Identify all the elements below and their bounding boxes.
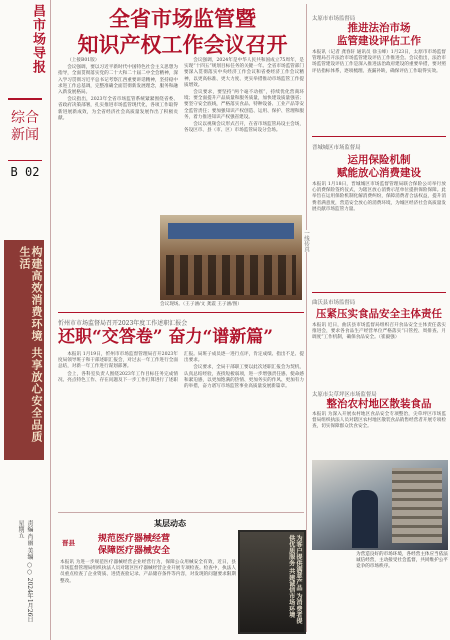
masthead-rule	[8, 98, 42, 100]
briefs-body: 本报讯 为进一步规范医疗器械经营企业经营行为，保障公众用械安全有效，近日，县市场监督管理局组织执法人员对辖区医疗器械经营企业开展专项检查。检查中，执法人员重点检查了企业资质、进货查验记录、产品储存条件等内容，对发现的问题要求限期整改。	[60, 560, 236, 584]
right-divider	[312, 136, 446, 137]
right-story4-headline[interactable]: 整治农村地区散装食品	[326, 398, 432, 410]
paragraph: 会上，各科室负责人围绕2023年工作目标任务完成情况、亮点特色工作、存在问题及下一步工作打算进行了述职汇报。局班子成员逐一进行点评，肯定成绩、指出不足、提出要求。	[58, 352, 304, 383]
ad-text: 为客户提供满意产品 为消费者提供优质服务 共建诚信市场环境	[287, 535, 302, 624]
right-story2-headline[interactable]: 运用保险机制 赋能放心消费建设	[337, 154, 421, 179]
paragraph: 会议要求，全局干部职工要以此次述职汇报会为契机，认真总结经验，查找短板弱项，进一步增强责任感、使命感和紧迫感，以更加饱满的热情、更加务实的作风、更加有力的举措，奋力谱写市场监管事业高质量发展新篇章。	[184, 365, 304, 390]
photo-shelf	[392, 468, 442, 543]
briefs-headline[interactable]: 规范医疗器械经营 保障医疗器械安全	[98, 534, 171, 556]
photo-officer	[352, 490, 378, 548]
right-story2-kicker: 晋城城区市场监督局	[312, 145, 361, 151]
story-divider	[58, 312, 304, 313]
slogan-text: 构建高效消费环境 共享放心安全品质生活	[18, 246, 43, 443]
page-number: B 02	[10, 165, 40, 179]
photo-caption: 会议现场。（王子涵/文 龚震 王子涵/图）	[160, 302, 242, 307]
meeting-photo[interactable]	[160, 215, 302, 300]
right-story3-body: 本报讯 近日，曲沃县市场监督局组织召开食品安全主体责任落实推进会，要求各食品生产经营单位严格落实“日管控、周排查、月调度”工作机制，确保食品安全。（崔毅强）	[312, 323, 446, 341]
briefs-header: 某层动态	[154, 518, 186, 528]
right-story4-body: 本报讯 为深入开展农村地区食品安全专项整治，尖草坪区市场监督局组织执法人员对辖区农村地区散装食品销售经营者开展专项检查，切实保障群众饮食安全。	[312, 412, 446, 430]
inspection-photo[interactable]	[312, 460, 448, 550]
right-story1-body: 本报讯（记者 龚春轩 通讯员 徐玉峰）1月23日，太原市市场监督管理局召开法治市场监管建设评估工作推进会。会议指出，法治市场监管建设评估工作是深入推进法治政府建设的重要举措，要对照评估指标体系，逐项梳理、查漏补缺，确保评估工作取得实效。	[312, 50, 446, 74]
right-divider	[312, 292, 446, 293]
right-story4-kicker: 太原市尖草坪区市场监督局	[312, 392, 377, 398]
paragraph: 会议强调，要以习近平新时代中国特色社会主义思想为指导，全面贯彻落实党的二十大和二十届二中全会精神，深入学习贯彻习近平总书记考察江西重要讲话精神，坚持稳中求进工作总基调，完整准确全面贯彻新发展理念，服务和融入新发展格局。	[58, 65, 178, 96]
paragraph: 会议以视频会议形式召开，在省市场监管局设主会场，各设区市、县（市、区）市场监管局设分会场。	[184, 122, 304, 134]
paragraph: 会议指出，2023年全省市场监管系统紧紧围绕省委、省政府决策部署，扎实推进市场监管现代化，各项工作取得新进展新成效，为全省经济社会高质量发展作出了积极贡献。	[58, 97, 178, 121]
photo-audience	[166, 255, 296, 295]
briefs-tag: 晋县	[62, 539, 75, 547]
column-separator	[306, 4, 307, 632]
story2-headline[interactable]: 还职“交答卷” 奋力“谱新篇”	[58, 327, 274, 347]
ad-side-text: 为营造良好的市场环境，各经营主体应当依法诚信经营，主动接受社会监督，共同维护公平竞争的市场秩序。	[356, 552, 448, 569]
newspaper-logo: 昌市场导报	[30, 4, 45, 74]
right-story1-kicker: 太原市市场监督局	[312, 16, 356, 22]
bottom-divider	[58, 512, 304, 513]
section-rule	[8, 160, 42, 161]
paragraph: 会议要求，要坚持“两个毫不动摇”，持续优化营商环境；要全面提升产品质量和服务质量，加快建设质量强省；要坚守安全底线，严格落实食品、特种设备、工业产品等安全监管责任；要加强知识产权创造、运用、保护、管理和服务，着力推进知识产权强省建设。	[184, 90, 304, 120]
main-headline[interactable]: 全省市场监管暨 知识产权工作会议召开	[77, 6, 288, 57]
right-story2-body: 本报讯 1月18日，晋城城区市场监督管理局联合保险公司举行放心消费保险签约仪式，为辖区放心消费示范单位提供保险保障。此举旨在运用保险机制化解消费纠纷，保障消费者合法权益，提升消费者满意度，营造安全放心的消费环境，为城区经济社会高质量发展贡献市场监管力量。	[312, 182, 446, 212]
right-story1-headline[interactable]: 推进法治市场 监管建设评估工作	[337, 22, 421, 47]
story2-body	[58, 352, 304, 507]
photo-banner	[168, 223, 294, 239]
paragraph: 会议强调，2024年是中华人民共和国成立75周年，是实现“十四五”规划目标任务的关键一年。全省市场监管部门要深入贯彻落实中央经济工作会议和省委经济工作会议精神，以更高标准、更大力度、更实举措推动市场监管工作提质增效。	[184, 58, 304, 88]
right-story3-kicker: 曲沃县市场监督局	[312, 300, 356, 306]
right-story3-headline[interactable]: 压紧压实食品安全主体责任	[316, 308, 442, 320]
story2-kicker: 忻州市市场监督局召开2023年度工作述职汇报会	[58, 320, 188, 327]
byline: （上接B01版）	[67, 58, 100, 63]
separator-label: 一线传真	[303, 230, 309, 252]
paragraph: 本报讯 1月19日，忻州市市场监督管理局召开2023年度局领导班子和干部述职汇报会，对过去一年工作进行全面总结，对新一年工作进行谋划部署。	[58, 352, 178, 370]
edition-info: 责编 肖丽 美编 ○○ 2024年1月26日 星期五	[17, 520, 33, 623]
section-title: 综合新闻	[11, 110, 39, 143]
